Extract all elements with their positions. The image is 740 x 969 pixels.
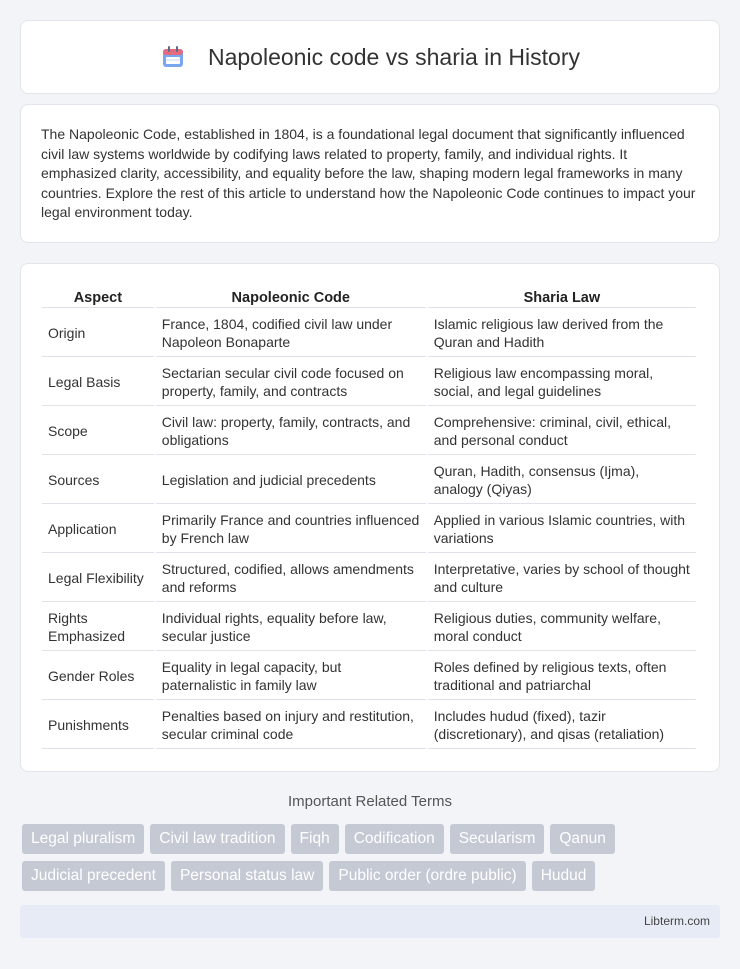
comparison-card [20, 263, 720, 772]
page-title: Napoleonic code vs sharia in History [207, 43, 580, 70]
table-cell: Primarily France and countries influenced by French law [156, 506, 426, 553]
tag-fiqh[interactable]: Fiqh [291, 824, 339, 854]
tag-codification[interactable]: Codification [345, 824, 444, 854]
table-cell: Individual rights, equality before law, secular justice [156, 604, 426, 651]
table-cell: Sectarian secular civil code focused on property, family, and contracts [156, 359, 426, 406]
table-row [42, 506, 696, 553]
table-cell: Comprehensive: criminal, civil, ethical, and personal conduct [428, 408, 696, 455]
table-cell: Punishments [42, 702, 154, 749]
table-cell: Penalties based on injury and restitution, secular criminal code [156, 702, 426, 749]
table-cell: Religious law encompassing moral, social, and legal guidelines [428, 359, 696, 406]
calendar-icon [160, 44, 186, 70]
tag-qanun[interactable]: Qanun [550, 824, 615, 854]
table-cell: Equality in legal capacity, but paternalistic in family law [156, 653, 426, 700]
table-cell: Application [42, 506, 154, 553]
table-cell: Legal Flexibility [42, 555, 154, 602]
related-terms-title: Important Related Terms [288, 793, 452, 810]
table-cell: Interpretative, varies by school of thought and culture [428, 555, 696, 602]
table-row [42, 359, 696, 406]
table-cell: France, 1804, codified civil law under Napoleon Bonaparte [156, 310, 426, 357]
table-cell: Roles defined by religious texts, often traditional and patriarchal [428, 653, 696, 700]
table-cell: Sources [42, 457, 154, 504]
table-cell: Quran, Hadith, consensus (Ijma), analogy (Qiyas) [428, 457, 696, 504]
table-cell: Applied in various Islamic countries, with variations [428, 506, 696, 553]
tag-civil-law-tradition[interactable]: Civil law tradition [150, 824, 284, 854]
table-row [42, 555, 696, 602]
tag-personal-status-law[interactable]: Personal status law [171, 861, 323, 891]
column-header-napoleonic: Napoleonic Code [156, 286, 426, 308]
header-card [20, 20, 720, 94]
tag-judicial-precedent[interactable]: Judicial precedent [22, 861, 165, 891]
table-cell: Rights Emphasized [42, 604, 154, 651]
intro-card [20, 104, 720, 243]
table-cell: Gender Roles [42, 653, 154, 700]
table-row [42, 408, 696, 455]
tag-public-order[interactable]: Public order (ordre public) [329, 861, 525, 891]
table-cell: Structured, codified, allows amendments and reforms [156, 555, 426, 602]
table-cell: Civil law: property, family, contracts, and obligations [156, 408, 426, 455]
table-row [42, 457, 696, 504]
table-row [42, 310, 696, 357]
table-row [42, 702, 696, 749]
column-header-aspect: Aspect [42, 286, 154, 308]
table-cell: Scope [42, 408, 154, 455]
table-cell: Legal Basis [42, 359, 154, 406]
tag-legal-pluralism[interactable]: Legal pluralism [22, 824, 144, 854]
table-cell: Includes hudud (fixed), tazir (discretionary), and qisas (retaliation) [428, 702, 696, 749]
related-terms-tags [22, 824, 722, 891]
footer [20, 905, 720, 938]
table-row [42, 653, 696, 700]
footer-site-link[interactable]: Libterm.com [643, 914, 710, 928]
intro-text: The Napoleonic Code, established in 1804, is a foundational legal document that significantly influenced civil law systems worldwide by codifying laws related to property, family, and individual rights. It emphasized clarity, accessibility, and equality before the law, shaping modern legal frameworks in many countries. Explore the rest of this article to understand how the Napoleonic Code continues to impact your legal environment today. [41, 126, 696, 221]
table-cell: Legislation and judicial precedents [156, 457, 426, 504]
column-header-sharia: Sharia Law [428, 286, 696, 308]
table-row [42, 604, 696, 651]
comparison-table [40, 284, 698, 751]
tag-hudud[interactable]: Hudud [532, 861, 596, 891]
table-cell: Religious duties, community welfare, moral conduct [428, 604, 696, 651]
table-cell: Islamic religious law derived from the Quran and Hadith [428, 310, 696, 357]
tag-secularism[interactable]: Secularism [450, 824, 545, 854]
table-header-row [42, 286, 696, 308]
table-cell: Origin [42, 310, 154, 357]
